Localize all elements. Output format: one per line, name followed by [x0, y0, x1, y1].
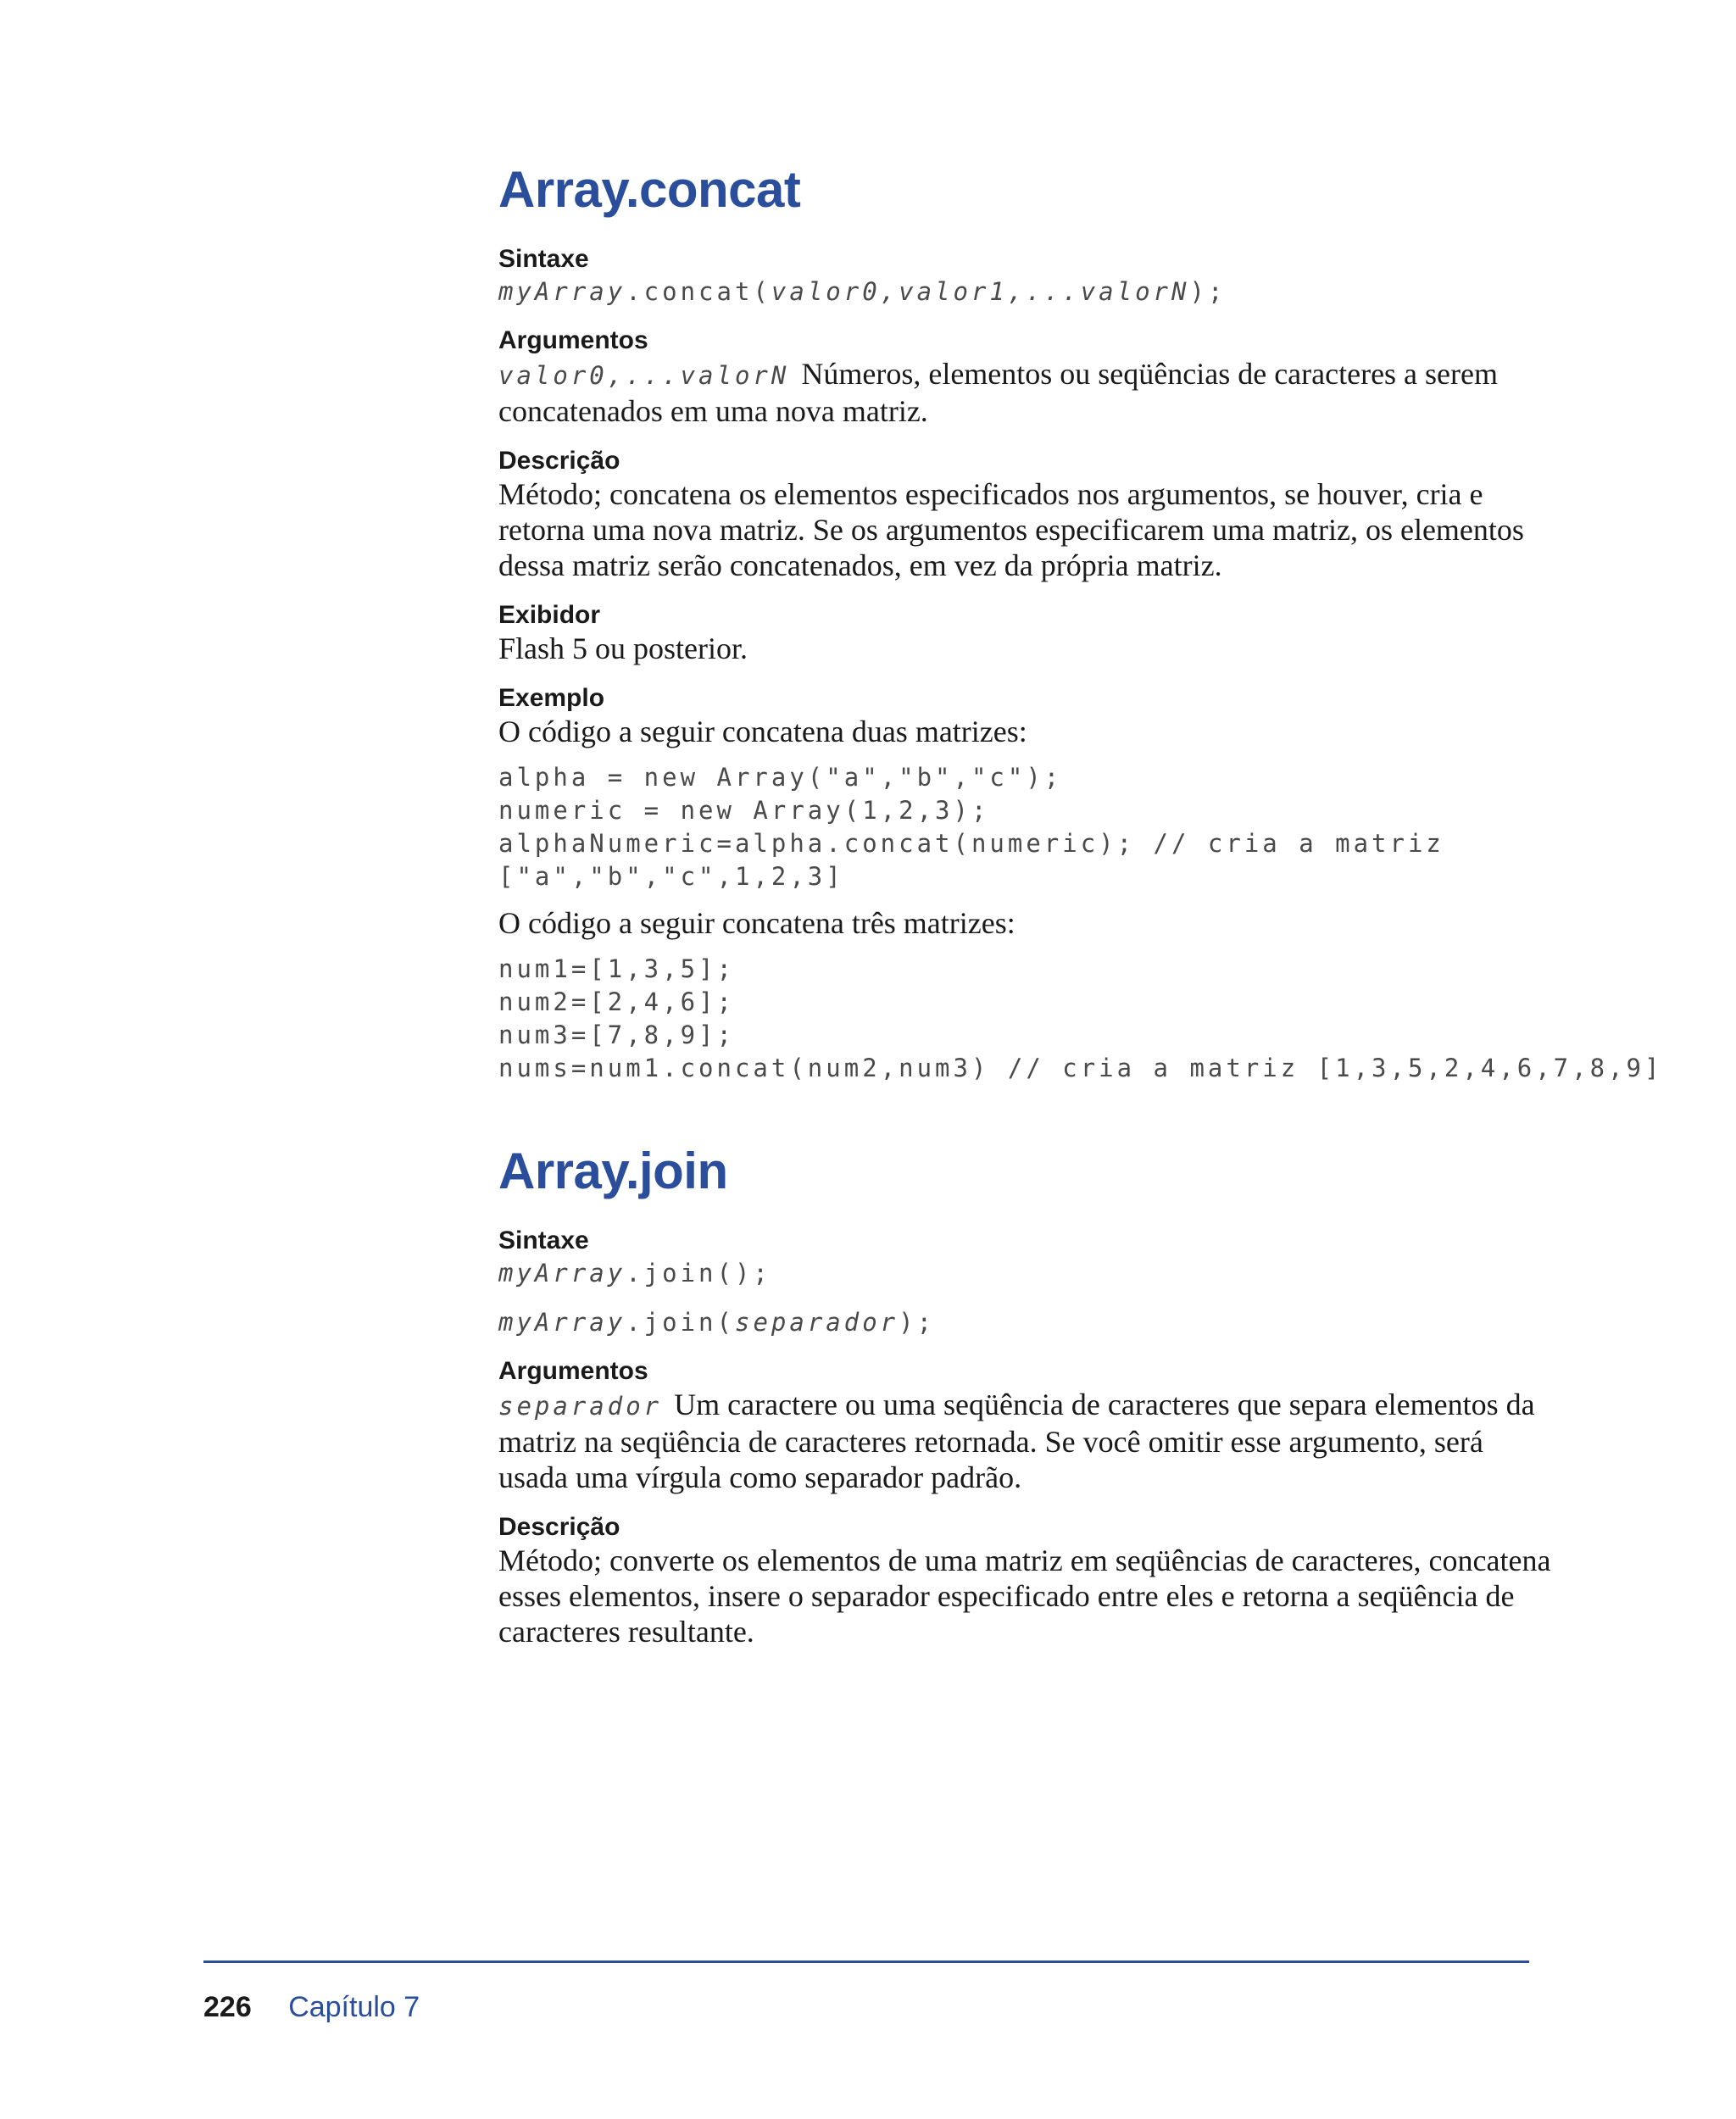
syntax-method: .join( [626, 1308, 735, 1337]
syntax-object: myArray [498, 1259, 626, 1288]
syntax-line [498, 1305, 1558, 1339]
description-text: Método; concatena os elementos especificados nos argumentos, se houver, cria e retorna uma nova matriz. Se os argumentos especificarem uma matriz, os elementos dessa matriz serão concatenados, em vez da própria matriz. [498, 477, 1524, 582]
player-text: Flash 5 ou posterior. [498, 631, 748, 665]
entry-array-concat [498, 153, 1663, 1085]
chapter-label: Capítulo 7 [288, 1991, 420, 2023]
argument-description [498, 1387, 1558, 1495]
description-text: Método; converte os elementos de uma matriz em seqüências de caracteres, concatena esses elementos, insere o separador especificado entre eles e retorna a seqüência de caracteres resultante. [498, 1543, 1551, 1649]
section-label: Sintaxe [498, 1226, 589, 1254]
syntax-line [498, 1256, 1558, 1290]
argument-text: Um caractere ou uma seqüência de caracteres que separa elementos da matriz na seqüência de caracteres retornada. Se você omitir esse argumento, será usada uma vírgula como separador padrão. [498, 1388, 1535, 1494]
page-footer [203, 1990, 420, 2024]
argument-term: valor0,...valorN [498, 361, 790, 390]
syntax-end: ); [899, 1308, 936, 1337]
code-block: num1=[1,3,5]; num2=[2,4,6]; num3=[7,8,9]; nums=num1.concat(num2,num3) // cria a matriz [1,3,5,2,4,6,7,8,9] [498, 954, 1663, 1082]
section-label: Descrição [498, 447, 620, 475]
section-label: Descrição [498, 1513, 620, 1541]
argument-description [498, 356, 1558, 429]
footer-rule [203, 1960, 1529, 1963]
entry-title: Array.join [498, 1143, 728, 1199]
syntax-section [498, 1226, 1558, 1339]
syntax-args: separador [734, 1308, 899, 1337]
example-intro: O código a seguir concatena duas matrizes: [498, 715, 1027, 748]
syntax-section [498, 244, 1558, 309]
section-label: Sintaxe [498, 245, 589, 273]
syntax-object: myArray [498, 1308, 626, 1337]
section-label: Exibidor [498, 601, 601, 629]
page-number: 226 [203, 1991, 252, 2023]
syntax-method: .join(); [626, 1259, 771, 1288]
arguments-section [498, 1356, 1558, 1495]
description-section [498, 446, 1558, 583]
argument-text: Números, elementos ou seqüências de caracteres a serem concatenados em uma nova matriz. [498, 357, 1498, 428]
argument-term: separador [498, 1392, 663, 1421]
section-label: Argumentos [498, 326, 648, 354]
syntax-end: ); [1189, 277, 1227, 306]
arguments-section [498, 325, 1558, 429]
example-intro: O código a seguir concatena três matrizes: [498, 906, 1015, 940]
section-label: Exemplo [498, 684, 605, 712]
page-content [498, 153, 1663, 1666]
syntax-args: valor0,valor1,...valorN [771, 277, 1190, 306]
entry-array-join [498, 1134, 1558, 1649]
syntax-object: myArray [498, 277, 626, 306]
entry-title: Array.concat [498, 161, 801, 218]
description-section [498, 1512, 1558, 1649]
syntax-method: .concat( [626, 277, 771, 306]
section-label: Argumentos [498, 1357, 648, 1385]
player-section [498, 600, 1558, 666]
code-block: alpha = new Array("a","b","c"); numeric = new Array(1,2,3); alphaNumeric=alpha.concat(numeric); // cria a matriz ["a","b","c",1,2,3] [498, 763, 1444, 891]
syntax-line [498, 275, 1558, 309]
example-section [498, 683, 1663, 1085]
